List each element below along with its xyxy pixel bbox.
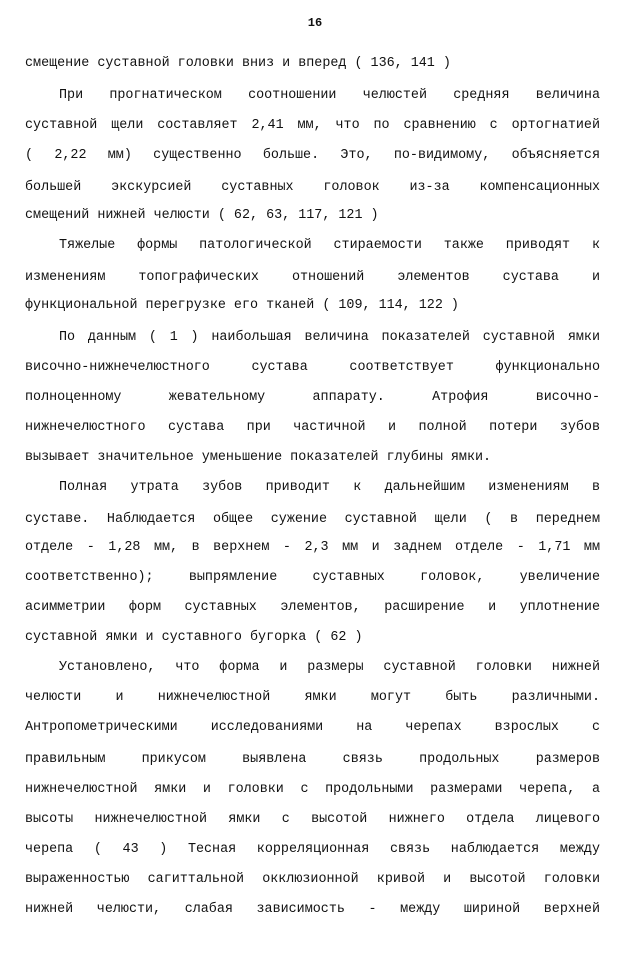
text-line: нижнечелюстного сустава при частичной и полной потери зубов bbox=[25, 420, 600, 435]
text-line: смещений нижней челюсти ( 62, 63, 117, 121 ) bbox=[25, 208, 379, 223]
text-line: суставной щели составляет 2,41 мм, что по сравнению с ортогнатией bbox=[25, 118, 600, 133]
text-line: правильным прикусом выявлена связь продольных размеров bbox=[25, 752, 600, 767]
text-line: суставе. Наблюдается общее сужение суставной щели ( в переднем bbox=[25, 512, 600, 527]
text-line: смещение суставной головки вниз и вперед ( 136, 141 ) bbox=[25, 56, 451, 71]
text-line: височно-нижнечелюстного сустава соответствует функционально bbox=[25, 360, 600, 375]
text-line: При прогнатическом соотношении челюстей средняя величина bbox=[59, 88, 600, 103]
text-line: черепа ( 43 ) Тесная корреляционная связь наблюдается между bbox=[25, 842, 600, 857]
text-line: соответственно); выпрямление суставных головок, увеличение bbox=[25, 570, 600, 585]
text-line: челюсти и нижнечелюстной ямки могут быть различными. bbox=[25, 690, 600, 705]
text-line: По данным ( 1 ) наибольшая величина показателей суставной ямки bbox=[59, 330, 600, 345]
text-line: полноценному жевательному аппарату. Атрофия височно- bbox=[25, 390, 600, 405]
text-line: высоты нижнечелюстной ямки с высотой нижнего отдела лицевого bbox=[25, 812, 600, 827]
text-line: изменениям топографических отношений элементов сустава и bbox=[25, 270, 600, 285]
text-line: выраженностью сагиттальной окклюзионной кривой и высотой головки bbox=[25, 872, 600, 887]
text-line: нижней челюсти, слабая зависимость - между шириной верхней bbox=[25, 902, 600, 917]
text-line: асимметрии форм суставных элементов, расширение и уплотнение bbox=[25, 600, 600, 615]
text-line: ( 2,22 мм) существенно больше. Это, по-видимому, объясняется bbox=[25, 148, 600, 163]
text-line: отделе - 1,28 мм, в верхнем - 2,3 мм и заднем отделе - 1,71 мм bbox=[25, 540, 600, 555]
text-line: функциональной перегрузке его тканей ( 109, 114, 122 ) bbox=[25, 298, 459, 313]
text-line: вызывает значительное уменьшение показателей глубины ямки. bbox=[25, 450, 492, 465]
text-line: суставной ямки и суставного бугорка ( 62 ) bbox=[25, 630, 363, 645]
text-line: Полная утрата зубов приводит к дальнейшим изменениям в bbox=[59, 480, 600, 495]
text-line: большей экскурсией суставных головок из-за компенсационных bbox=[25, 180, 600, 195]
text-line: нижнечелюстной ямки и головки с продольными размерами черепа, а bbox=[25, 782, 600, 797]
page-number: 16 bbox=[307, 16, 323, 30]
text-line: Тяжелые формы патологической стираемости также приводят к bbox=[59, 238, 600, 253]
text-line: Установлено, что форма и размеры суставной головки нижней bbox=[59, 660, 600, 675]
text-line: Антропометрическими исследованиями на черепах взрослых с bbox=[25, 720, 600, 735]
